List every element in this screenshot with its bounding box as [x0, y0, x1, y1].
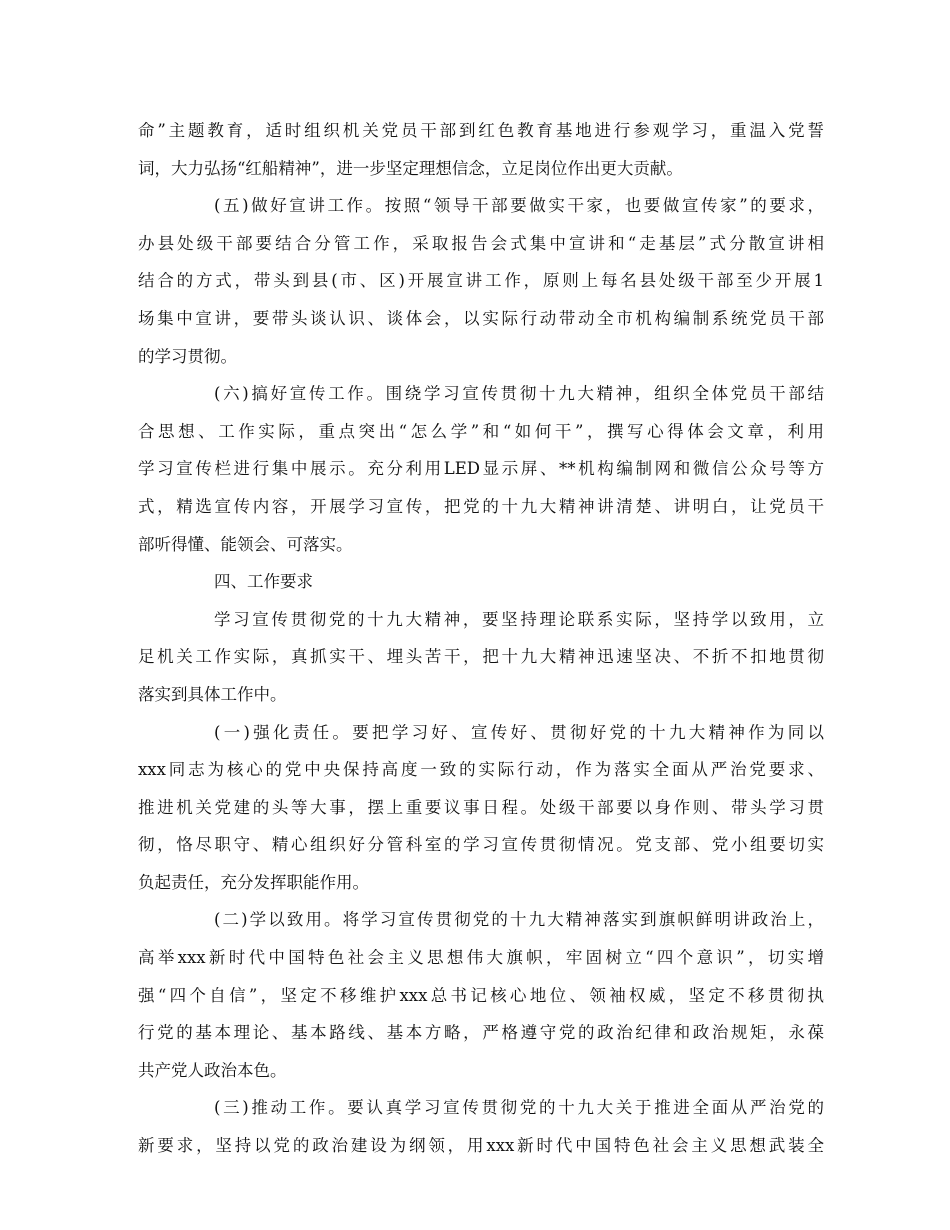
text-line: 高举xxx新时代中国特色社会主义思想伟大旗帜，牢固树立“四个意识”，切实增	[138, 948, 824, 968]
text-line: xxx同志为核心的党中央保持高度一致的实际行动，作为落实全面从严治党要求、	[138, 760, 824, 780]
text-line: 场集中宣讲，要带头谈认识、谈体会，以实际行动带动全市机构编制系统党员干部	[138, 308, 824, 328]
text-line: 彻，恪尽职守、精心组织好分管科室的学习宣传贯彻情况。党支部、党小组要切实	[138, 835, 824, 855]
text-line: 结合的方式，带头到县(市、区)开展宣讲工作，原则上每名县处级干部至少开展1	[138, 271, 824, 291]
text-line: 词，大力弘扬“红船精神”，进一步坚定理想信念，立足岗位作出更大贡献。	[138, 158, 683, 178]
text-line: 足机关工作实际，真抓实干、埋头苦干，把十九大精神迅速坚决、不折不扣地贯彻	[138, 647, 824, 667]
text-line: 强“四个自信”，坚定不移维护xxx总书记核心地位、领袖权威，坚定不移贯彻执	[138, 985, 824, 1005]
text-line: 共产党人政治本色。	[138, 1060, 287, 1080]
text-line: 的学习贯彻。	[138, 346, 237, 366]
text-line: (二)学以致用。将学习宣传贯彻党的十九大精神落实到旗帜鲜明讲政治上，	[214, 910, 824, 930]
document-body	[138, 112, 824, 1165]
text-line: 式，精选宣传内容，开展学习宣传，把党的十九大精神讲清楚、讲明白，让党员干	[138, 496, 824, 516]
text-line: (一)强化责任。要把学习好、宣传好、贯彻好党的十九大精神作为同以	[214, 722, 824, 742]
text-line: 办县处级干部要结合分管工作，采取报告会式集中宣讲和“走基层”式分散宣讲相	[138, 233, 824, 253]
text-line: 部听得懂、能领会、可落实。	[138, 534, 353, 554]
text-line: 新要求，坚持以党的政治建设为纲领，用xxx新时代中国特色社会主义思想武装全	[138, 1136, 824, 1156]
text-line: 四、工作要求	[214, 572, 313, 592]
text-line: (五)做好宣讲工作。按照“领导干部要做实干家，也要做宣传家”的要求，	[214, 196, 824, 216]
text-line: 学习宣传栏进行集中展示。充分利用LED显示屏、**机构编制网和微信公众号等方	[138, 459, 824, 479]
text-line: 命”主题教育，适时组织机关党员干部到红色教育基地进行参观学习，重温入党誓	[138, 121, 824, 140]
text-line: 行党的基本理论、基本路线、基本方略，严格遵守党的政治纪律和政治规矩，永葆	[138, 1023, 824, 1043]
text-line: 学习宣传贯彻党的十九大精神，要坚持理论联系实际，坚持学以致用，立	[214, 609, 824, 629]
text-line: (三)推动工作。要认真学习宣传贯彻党的十九大关于推进全面从严治党的	[214, 1098, 824, 1118]
text-line: 合思想、工作实际，重点突出“怎么学”和“如何干”，撰写心得体会文章，利用	[138, 421, 824, 441]
text-line: 推进机关党建的头等大事，摆上重要议事日程。处级干部要以身作则、带头学习贯	[138, 797, 824, 817]
text-line: (六)搞好宣传工作。围绕学习宣传贯彻十九大精神，组织全体党员干部结	[214, 384, 824, 404]
text-line: 负起责任，充分发挥职能作用。	[138, 872, 369, 892]
text-line: 落实到具体工作中。	[138, 684, 287, 704]
